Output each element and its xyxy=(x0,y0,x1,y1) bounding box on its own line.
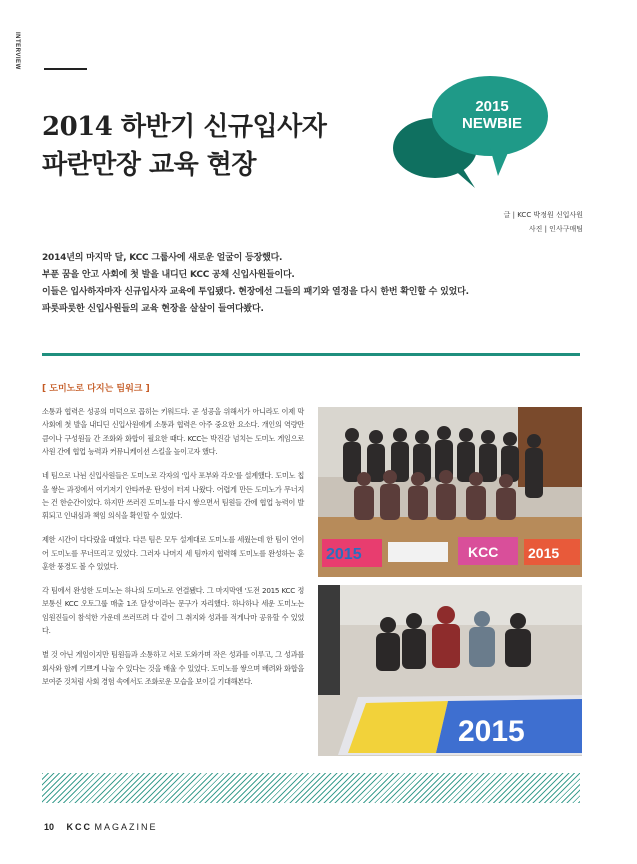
lead-line: 부푼 꿈을 안고 사회에 첫 발을 내디딘 KCC 공채 신입사원들이다. xyxy=(42,270,295,280)
domino-photo xyxy=(318,585,582,756)
subheading: [ 도미노로 다지는 팀워크 ] xyxy=(42,384,150,394)
group-photo xyxy=(318,407,582,577)
body-paragraph: 네 팀으로 나뉜 신입사원들은 도미노로 각자의 '입사 포부와 각오'를 설계했다. 도미노 칩을 쌓는 과정에서 여기저기 안타까운 탄성이 터져 나왔다. 어렵게 만든 도미노가 무너지는 건 한순간이었다. 하지만 쓰러진 도미노를 다시 쌓으면서 팀원들 간에 협업 능력이 발휘되고 인내심과 책임 의식을 확인할 수 있었다. xyxy=(42,471,304,521)
footer-magazine: MAGAZINE xyxy=(94,822,158,832)
body-paragraph: 소통과 협력은 성공의 미덕으로 꼽히는 키워드다. 곧 성공을 위해서가 아니라도 이제 막 사회에 첫 발을 내디딘 신입사원에게 소통과 협력은 아주 중요한 요소다. 개인의 역량만큼이나 구성원들 간 조화와 화합이 필요한 때다. KCC는 박진감 넘치는 도미노 게임으로 사원 간에 협업 능력과 커뮤니케이션 스킬을 높이고자 했다. xyxy=(42,407,304,457)
title-line-2: 파란만장 교육 현장 xyxy=(42,150,257,180)
footer-brand: KCC xyxy=(66,822,93,832)
page-footer xyxy=(44,822,158,832)
badge-word: NEWBIE xyxy=(462,115,522,132)
floor-art-label-1: 2015 xyxy=(326,546,362,563)
speech-bubbles-graphic xyxy=(390,68,560,198)
front-bubble-tail xyxy=(490,148,510,176)
page-number: 10 xyxy=(44,822,55,832)
badge-year: 2015 xyxy=(475,98,509,115)
lead-paragraph xyxy=(42,250,582,318)
section-label: INTERVIEW xyxy=(14,32,20,70)
decorative-stripes xyxy=(42,773,580,803)
domino-label: 2015 xyxy=(458,715,525,748)
body-paragraph: 각 팀에서 완성한 도미노는 하나의 도미노로 연결됐다. 그 마지막엔 '도전 2015 KCC 정보통신 KCC 오토그룹 매출 1조 달성'이라는 문구가 자리했다. 하나하나 세운 도미노는 임원진들이 참석한 가운데 쓰러뜨려 다 같이 그 취지와 성과를 적게나마 공유할 수 있었다. xyxy=(42,585,304,636)
title-rule xyxy=(44,68,87,70)
floor-art-label-3: 2015 xyxy=(528,545,560,561)
section-divider xyxy=(42,353,580,356)
credits xyxy=(504,208,583,236)
article-body xyxy=(42,405,304,699)
lead-line: 2014년의 마지막 달, KCC 그룹사에 새로운 얼굴이 등장했다. xyxy=(42,253,283,263)
title-line-1: 2014 하반기 신규입사자 xyxy=(42,112,327,142)
credit-writer: 글 | KCC 박정원 신입사원 xyxy=(503,211,583,219)
lead-line: 이들은 입사하자마자 신규입사자 교육에 투입됐다. 현장에선 그들의 패기와 열정을 다시 한번 확인할 수 있었다. xyxy=(42,287,469,297)
newbie-badge xyxy=(442,98,542,132)
body-paragraph: 제한 시간이 다다랐을 때였다. 다른 팀은 모두 설계대로 도미노를 세웠는데 한 팀이 연이어 도미노를 무너뜨리고 있었다. 그러자 나머지 세 팀까지 협력해 도미노를 완성하는 훈훈한 풍경도 볼 수 있었다. xyxy=(42,535,304,572)
floor-art-label-2: KCC xyxy=(468,544,499,560)
body-paragraph: 별 것 아닌 게임이지만 팀원들과 소통하고 서로 도와가며 작은 성과를 이루고, 그 성과를 회사와 함께 기쁘게 나눌 수 있다는 것을 배울 수 있었다. 도미노를 쌓으며 배려와 화합을 보여준 것처럼 사회 경험 속에서도 조화로운 모습을 보이길 기대해본다. xyxy=(42,650,304,686)
lead-line: 파릇파릇한 신입사원들의 교육 현장을 살살이 들여다봤다. xyxy=(42,304,264,314)
page-title xyxy=(42,108,402,184)
credit-photo: 사진 | 인사구매팀 xyxy=(528,225,583,233)
